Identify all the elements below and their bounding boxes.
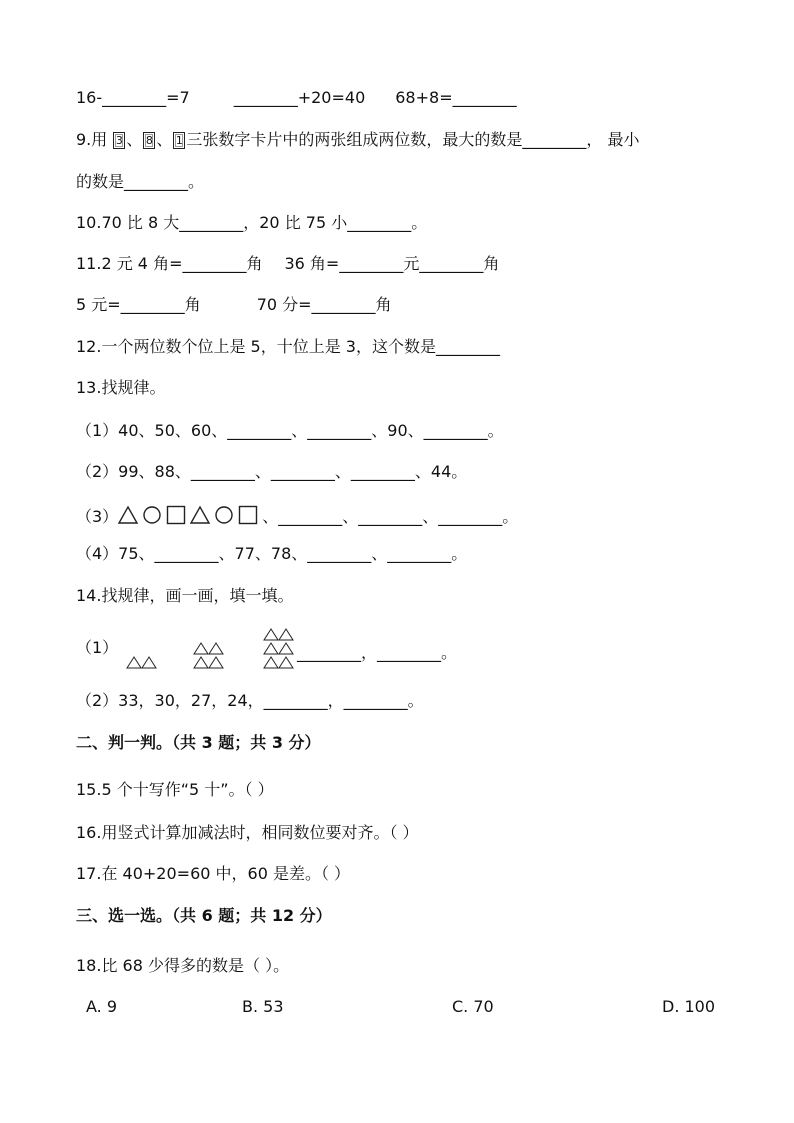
triangle-icon — [118, 505, 138, 525]
question-10: 10.70 比 8 大________，20 比 75 小________。 — [76, 213, 428, 232]
question-13-part-1: （1）40、50、60、________、________、90、________。 — [76, 421, 504, 440]
question-11-second-line: 5 元=________角 70 分=________角 — [76, 295, 392, 314]
question-18: 18.比 68 少得多的数是（ ）。 — [76, 956, 290, 975]
digit-card-8: 8 — [143, 132, 155, 149]
triangle-group-2 — [193, 642, 224, 669]
equation-2: ________+20=40 — [233, 88, 366, 107]
triangle-icon — [279, 643, 293, 654]
shape-sequence — [118, 507, 262, 526]
triangle-group-1 — [126, 656, 157, 669]
circle-icon — [214, 505, 234, 525]
question-11: 11.2 元 4 角=________角 36 角=________元________角 — [76, 254, 500, 273]
question-13-part-4: （4）75、________、77、78、________、________。 — [76, 544, 468, 563]
section-3-heading: 三、选一选。（共 6 题；共 12 分） — [76, 906, 332, 925]
triangle-icon — [264, 629, 278, 640]
question-16: 16.用竖式计算加减法时，相同数位要对齐。（ ） — [76, 823, 419, 842]
triangle-icon — [142, 657, 156, 668]
question-17: 17.在 40+20=60 中，60 是差。（ ） — [76, 864, 351, 883]
question-15: 15.5 个十写作“5 十”。（ ） — [76, 780, 274, 799]
triangle-icon — [194, 643, 208, 654]
question-14: 14.找规律，画一画，填一填。 — [76, 586, 294, 605]
option-b[interactable]: B. 53 — [242, 997, 284, 1016]
triangle-group-3 — [263, 628, 294, 669]
question-14-part-1-label: （1） — [76, 638, 119, 657]
digit-card-3: 3 — [113, 132, 125, 149]
question-13-part-2: （2）99、88、________、________、________、44。 — [76, 462, 468, 481]
section-2-heading: 二、判一判。（共 3 题；共 3 分） — [76, 733, 321, 752]
question-14-part-2: （2）33，30，27，24，________，________。 — [76, 691, 424, 710]
question-9: 9.用 3 、 8 、 1 三张数字卡片中的两张组成两位数，最大的数是________， 最小 — [76, 130, 640, 149]
question-13-part-3: （3） 、________、________、________。 — [76, 507, 519, 526]
triangle-icon — [190, 505, 210, 525]
triangle-icon — [279, 629, 293, 640]
square-icon — [166, 505, 186, 525]
digit-card-1: 1 — [173, 132, 185, 149]
fill-row-1 — [76, 88, 517, 108]
option-d[interactable]: D. 100 — [662, 997, 716, 1016]
question-9-continued: 的数是________。 — [76, 172, 205, 191]
triangle-icon — [279, 657, 293, 668]
circle-icon — [142, 505, 162, 525]
option-a[interactable]: A. 9 — [86, 997, 118, 1016]
equation-1: 16-________=7 — [76, 88, 190, 107]
equation-3: 68+8=________ — [395, 88, 517, 107]
triangle-icon — [194, 657, 208, 668]
question-14-part-1-blanks: ________，________。 — [297, 643, 458, 662]
triangle-icon — [127, 657, 141, 668]
triangle-icon — [209, 657, 223, 668]
option-c[interactable]: C. 70 — [452, 997, 494, 1016]
question-13: 13.找规律。 — [76, 378, 166, 397]
triangle-icon — [209, 643, 223, 654]
square-icon — [238, 505, 258, 525]
question-12: 12.一个两位数个位上是 5，十位上是 3，这个数是________ — [76, 337, 500, 356]
triangle-icon — [264, 657, 278, 668]
triangle-icon — [264, 643, 278, 654]
